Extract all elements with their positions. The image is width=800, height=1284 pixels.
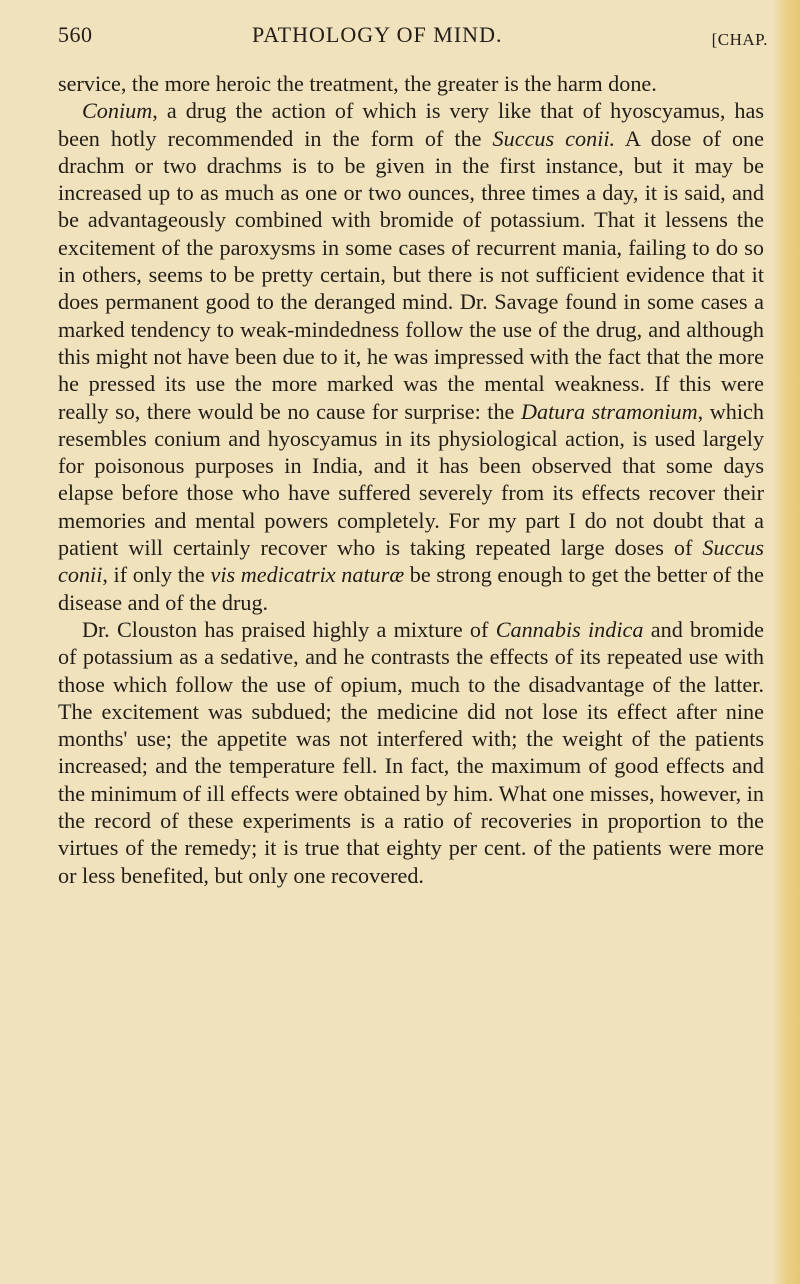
text-run-italic: Cannabis indica [495, 616, 644, 642]
text-run: , which resembles conium and hyoscyamus in its physiological action, is used largely for poisonous purposes in India, and it has been observed that some days elapse before those who have suffered severely from its effects recover their memories and mental powers completely. For my part I do not doubt that a patient will certainly recover who is taking repeated large doses of [58, 398, 764, 561]
text-run-italic: Succus conii [58, 535, 764, 588]
text-run-italic: Succus conii. [492, 125, 616, 151]
paragraph-1 [58, 70, 764, 97]
text-run: A dose of one drachm or two drachms is to be given in the first instance, but it may be increased up to as much as one or two ounces, three times a day, it is said, and be advantageously combined with bromide of potassium. That it lessens the excitement of the paroxysms in some cases of recurrent mania, failing to do so in others, seems to be pretty certain, but there is not sufficient evidence that it does permanent good to the deranged mind. Dr. Savage found in some cases a marked tendency to weak-mindedness follow the use of the drug, and although this might not have been due to it, he was impressed with the fact that the more he pressed its use the more marked was the mental weakness. If this were really so, there would be no cause for surprise: the [58, 125, 764, 424]
running-header [58, 18, 768, 52]
text-run-italic: vis medicatrix naturæ [210, 562, 405, 588]
page-edge-shading [772, 0, 800, 1284]
text-run: Dr. Clouston has praised highly a mixture of [82, 616, 496, 642]
paragraph-2 [58, 97, 764, 616]
chapter-mark: [CHAP. [711, 30, 768, 49]
text-run-italic: Datura stramonium [520, 398, 698, 424]
text-run: service, the more heroic the treatment, the greater is the harm done. [58, 71, 657, 96]
text-run-italic: Conium [82, 98, 153, 124]
page-number: 560 [58, 22, 93, 47]
body-text [58, 70, 764, 889]
text-run: , if only the [102, 562, 211, 588]
running-title: PATHOLOGY OF MIND. [252, 22, 503, 47]
text-run: , a drug the action of which is very like that of hyoscyamus, has been hotly recommended in the form of the [58, 98, 764, 151]
text-run: and bromide of potassium as a sedative, and he contrasts the effects of its repeated use with those which follow the use of opium, much to the disadvantage of the latter. The excitement was subdued; the medicine did not lose its effect after nine months' use; the appetite was not interfered with; the weight of the patients increased; and the temperature fell. In fact, the maximum of good effects and the minimum of ill effects were obtained by him. What one misses, however, in the record of these experiments is a ratio of recoveries in proportion to the virtues of the remedy; it is true that eighty per cent. of the patients were more or less benefited, but only one recovered. [58, 616, 764, 888]
text-run: be strong enough to get the better of the disease and of the drug. [58, 562, 764, 615]
paragraph-3 [58, 616, 764, 889]
